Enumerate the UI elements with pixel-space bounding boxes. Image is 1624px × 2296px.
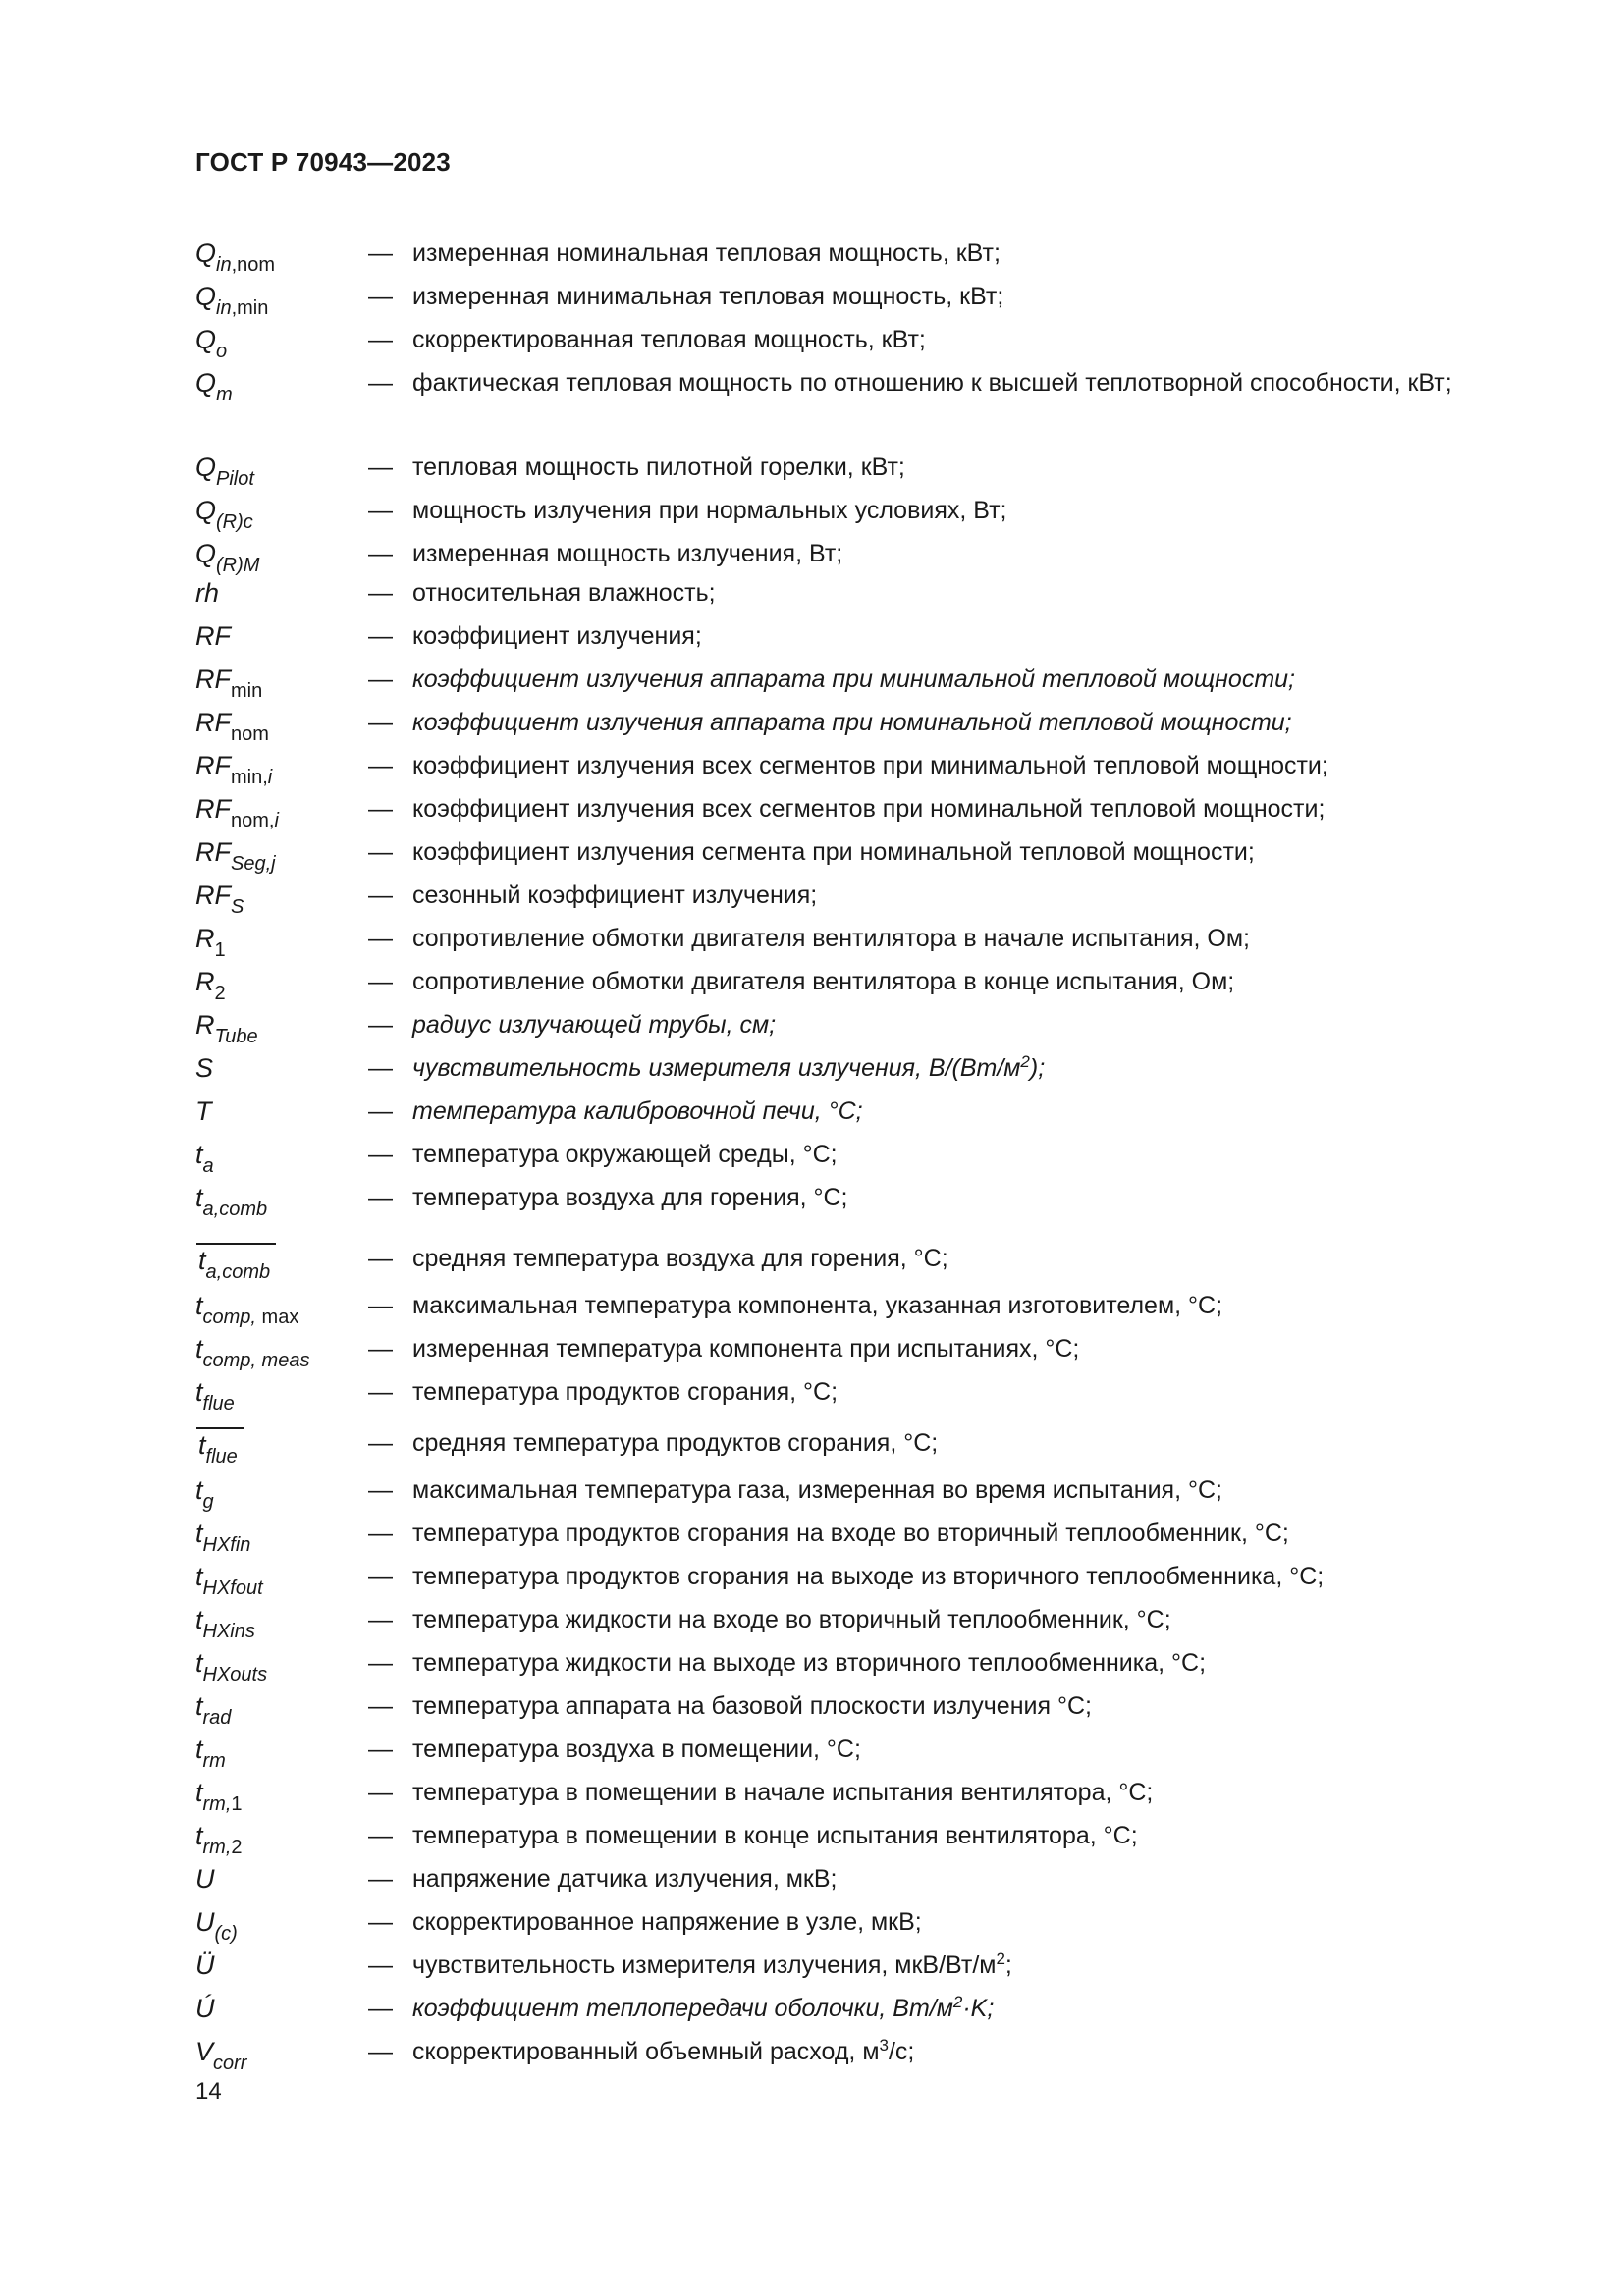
definition-main: коэффициент излучения;: [412, 622, 702, 650]
em-dash: —: [368, 1429, 393, 1457]
symbol-base: S: [195, 1053, 214, 1083]
subscript-italic: Seg,j: [231, 853, 276, 875]
subscript-upright: 2: [214, 983, 226, 1004]
definition-text: [412, 1949, 1532, 1981]
subscript-italic: HXfout: [202, 1577, 263, 1599]
definition-main: сопротивление обмотки двигателя вентилятора в конце испытания, Ом;: [412, 968, 1235, 995]
symbol-base: Q: [195, 539, 217, 568]
subscript-upright: max: [255, 1307, 299, 1328]
em-dash: —: [368, 2038, 393, 2065]
symbol-base: t: [195, 1562, 203, 1591]
definition-main: скорректированное напряжение в узле, мкВ;: [412, 1908, 922, 1936]
definition-text: [412, 1604, 1532, 1635]
symbol-subscript: [203, 1664, 268, 1685]
em-dash: —: [368, 925, 393, 952]
symbol: [195, 1290, 299, 1328]
definition-text: [412, 966, 1532, 997]
definition-main: температура продуктов сгорания, °С;: [412, 1378, 839, 1406]
symbol: [195, 495, 253, 533]
document-header: ГОСТ Р 70943—2023: [195, 147, 451, 177]
page-number: 14: [195, 2078, 222, 2105]
symbol-base: RF: [195, 881, 231, 910]
symbol: [195, 1604, 255, 1642]
symbol-base: t: [195, 1377, 203, 1407]
em-dash: —: [368, 1779, 393, 1806]
overline-mark: [196, 1243, 276, 1283]
definition-main: коэффициент излучения всех сегментов при номинальной тепловой мощности;: [412, 795, 1326, 823]
symbol: [195, 880, 244, 918]
definition-main: температура продуктов сгорания на входе во вторичный теплообменник, °С;: [412, 1520, 1289, 1547]
definition-main: температура аппарата на базовой плоскости излучения °С;: [412, 1692, 1092, 1720]
symbol-base: t: [195, 1605, 203, 1634]
subscript-italic: (R)c: [216, 511, 253, 533]
definition-main: скорректированная тепловая мощность, кВт;: [412, 326, 926, 353]
subscript-italic: o: [216, 341, 228, 362]
definition-main: температура жидкости на входе во вторичный теплообменник, °С;: [412, 1606, 1171, 1633]
definition-main: напряжение датчика излучения, мкВ;: [412, 1865, 838, 1893]
symbol-subscript: [203, 1350, 310, 1371]
subscript-upright: nom: [231, 723, 269, 745]
symbol: [195, 1734, 226, 1772]
em-dash: —: [368, 1822, 393, 1849]
definition-main: измеренная мощность излучения, Вт;: [412, 540, 843, 567]
definition-text: [412, 923, 1532, 954]
em-dash: —: [368, 622, 393, 650]
em-dash: —: [368, 1097, 393, 1125]
symbol: [195, 452, 254, 490]
subscript-upright: 1: [231, 1793, 243, 1815]
subscript-index: i: [274, 810, 279, 831]
em-dash: —: [368, 497, 393, 524]
em-dash: —: [368, 1378, 393, 1406]
definition-main: измеренная номинальная тепловая мощность, кВт;: [412, 240, 1001, 267]
symbol-subscript: [231, 723, 269, 745]
symbol-subscript: [203, 1393, 235, 1415]
symbol: [195, 1561, 263, 1599]
em-dash: —: [368, 283, 393, 310]
symbol: [195, 1820, 243, 1858]
em-dash: —: [368, 1054, 393, 1082]
symbol-subscript: [216, 341, 227, 362]
symbol-subscript: [231, 767, 272, 788]
subscript-italic: rad: [202, 1707, 232, 1729]
definition-text: [412, 1182, 1532, 1213]
symbol-subscript: [231, 680, 262, 702]
symbol-subscript: [203, 1491, 214, 1513]
definition-main: коэффициент излучения аппарата при минимальной тепловой мощности;: [412, 666, 1295, 693]
em-dash: —: [368, 1649, 393, 1677]
symbol: [195, 577, 219, 609]
definition-text: [412, 1993, 1532, 2024]
definition-main: температура в помещении в конце испытания вентилятора, °С;: [412, 1822, 1138, 1849]
definition-text: [412, 1427, 1532, 1459]
em-dash: —: [368, 240, 393, 267]
symbol: [195, 1139, 214, 1177]
definition-superscript: 2: [1020, 1052, 1030, 1071]
symbol-subscript: [215, 1923, 238, 1945]
definition-main: максимальная температура компонента, указанная изготовителем, °С;: [412, 1292, 1223, 1319]
symbol-subscript: [203, 1534, 251, 1556]
em-dash: —: [368, 1520, 393, 1547]
definition-main: температура окружающей среды, °С;: [412, 1141, 838, 1168]
subscript-italic: a: [202, 1155, 214, 1177]
subscript-italic: flue: [202, 1393, 235, 1415]
symbol: [195, 367, 233, 405]
symbol: [195, 238, 276, 276]
symbol-subscript: [216, 384, 233, 405]
subscript-italic: in: [216, 254, 232, 276]
definition-main: скорректированный объемный расход, м: [412, 2038, 880, 2065]
symbol: [195, 1518, 251, 1556]
symbol-base: R: [195, 924, 215, 953]
symbol: [195, 281, 269, 319]
symbol-base: t: [195, 1691, 203, 1721]
em-dash: —: [368, 326, 393, 353]
subscript-italic: HXfin: [202, 1534, 251, 1556]
symbol-subscript: [231, 810, 279, 831]
definition-main: температура калибровочной печи, °С;: [412, 1097, 863, 1125]
definition-main: сопротивление обмотки двигателя вентилятора в начале испытания, Ом;: [412, 925, 1250, 952]
subscript-italic: HXouts: [202, 1664, 268, 1685]
symbol-subscript: [206, 1261, 271, 1283]
definition-text: [412, 495, 1532, 526]
symbol-base: t: [195, 1821, 203, 1850]
symbol-base: t: [195, 1778, 203, 1807]
symbol-base: rh: [195, 578, 220, 608]
subscript-upright: min,: [231, 767, 268, 788]
em-dash: —: [368, 1995, 393, 2022]
definition-text: [412, 1333, 1532, 1364]
subscript-italic: rm,: [202, 1837, 232, 1858]
em-dash: —: [368, 795, 393, 823]
subscript-italic: (c): [214, 1923, 238, 1945]
definition-text: [412, 836, 1532, 868]
em-dash: —: [368, 1476, 393, 1504]
definition-text: [412, 1777, 1532, 1808]
symbol-base: R: [195, 967, 215, 996]
definition-main: температура продуктов сгорания на выходе из вторичного теплообменника, °С;: [412, 1563, 1325, 1590]
definition-text: [412, 1139, 1532, 1170]
symbol-subscript: [216, 555, 259, 576]
definition-text: [412, 1906, 1532, 1938]
em-dash: —: [368, 1245, 393, 1272]
symbol-subscript: [216, 254, 275, 276]
em-dash: —: [368, 1951, 393, 1979]
em-dash: —: [368, 1141, 393, 1168]
symbol: [195, 538, 260, 576]
symbol-base: V: [195, 2037, 214, 2066]
symbol-base: RF: [195, 837, 231, 867]
symbol: [195, 750, 273, 788]
subscript-upright: min: [231, 680, 263, 702]
em-dash: —: [368, 666, 393, 693]
symbol: [195, 1427, 244, 1468]
definition-tail: ;: [1004, 1951, 1012, 1979]
em-dash: —: [368, 1563, 393, 1590]
symbol-subscript: [203, 1577, 263, 1599]
symbol-subscript: [203, 1621, 255, 1642]
em-dash: —: [368, 579, 393, 607]
symbol-subscript: [206, 1446, 238, 1468]
definition-main: коэффициент теплопередачи оболочки, Вт/м: [412, 1995, 953, 2022]
subscript-upright: 2: [231, 1837, 243, 1858]
definition-main: чувствительность измерителя излучения, В/(Вт/м: [412, 1054, 1021, 1082]
definition-main: мощность излучения при нормальных условиях, Вт;: [412, 497, 1007, 524]
symbol-subscript: [203, 1750, 226, 1772]
em-dash: —: [368, 968, 393, 995]
definition-text: [412, 1243, 1532, 1274]
definition-text: [412, 1647, 1532, 1679]
subscript-upright: nom,: [231, 810, 275, 831]
definition-text: [412, 1095, 1532, 1127]
definition-text: [412, 1561, 1532, 1592]
symbol-base: Q: [195, 453, 217, 482]
definition-text: [412, 1009, 1532, 1041]
subscript-italic: g: [202, 1491, 214, 1513]
definition-superscript: 2: [952, 1993, 963, 2011]
em-dash: —: [368, 1865, 393, 1893]
symbol-base: U: [195, 1864, 215, 1894]
symbol-base: t: [195, 1519, 203, 1548]
em-dash: —: [368, 838, 393, 866]
symbol-base: T: [195, 1096, 212, 1126]
definition-text: [412, 2036, 1532, 2067]
definition-text: [412, 664, 1532, 695]
symbol-subscript: [203, 1155, 214, 1177]
subscript-italic: rm,: [202, 1793, 232, 1815]
subscript-italic: flue: [205, 1446, 238, 1468]
subscript-italic: m: [216, 384, 233, 405]
subscript-italic: HXins: [202, 1621, 255, 1642]
definition-text: [412, 1690, 1532, 1722]
symbol: [195, 966, 226, 1004]
symbol-subscript: [203, 1199, 268, 1220]
symbol-subscript: [231, 896, 244, 918]
em-dash: —: [368, 881, 393, 909]
definition-text: [412, 1290, 1532, 1321]
subscript-italic: in: [216, 297, 232, 319]
definition-text: [412, 1474, 1532, 1506]
symbol: [195, 1333, 310, 1371]
subscript-italic: Tube: [214, 1026, 258, 1047]
symbol-subscript: [231, 853, 276, 875]
definition-text: [412, 1820, 1532, 1851]
symbol-base: Q: [195, 239, 217, 268]
subscript-italic: S: [231, 896, 244, 918]
subscript-italic: a,comb: [202, 1199, 268, 1220]
subscript-upright: 1: [214, 939, 226, 961]
definition-tail: /с;: [888, 2038, 915, 2065]
symbol-subscript: [213, 2053, 246, 2074]
subscript-index: i: [267, 767, 273, 788]
subscript-upright: ,min: [231, 297, 269, 319]
em-dash: —: [368, 1335, 393, 1362]
symbol-base: U: [195, 1907, 215, 1937]
definition-text: [412, 1518, 1532, 1549]
subscript-upright: ,nom: [231, 254, 276, 276]
em-dash: —: [368, 709, 393, 736]
definition-main: тепловая мощность пилотной горелки, кВт;: [412, 454, 905, 481]
definition-text: [412, 577, 1532, 609]
definition-text: [412, 281, 1532, 312]
subscript-italic: a,comb: [205, 1261, 271, 1283]
subscript-italic: Pilot: [216, 468, 254, 490]
symbol-base: RF: [195, 665, 231, 694]
symbol: [195, 1949, 215, 1981]
definition-text: [412, 1734, 1532, 1765]
symbol: [195, 664, 263, 702]
symbol: [195, 836, 276, 875]
symbol: [195, 1647, 268, 1685]
definition-main: измеренная температура компонента при испытаниях, °С;: [412, 1335, 1080, 1362]
em-dash: —: [368, 752, 393, 779]
symbol-subscript: [215, 1026, 258, 1047]
symbol-base: RF: [195, 794, 231, 824]
symbol-subscript: [203, 1307, 299, 1328]
symbol-base: Ú: [195, 1994, 215, 2023]
em-dash: —: [368, 1908, 393, 1936]
symbol-subscript: [203, 1707, 232, 1729]
symbol-base: t: [195, 1140, 203, 1169]
symbol: [195, 1690, 232, 1729]
symbol: [195, 1052, 213, 1084]
symbol-subscript: [203, 1793, 243, 1815]
symbol: [195, 1243, 276, 1283]
subscript-italic: corr: [213, 2053, 247, 2074]
symbol: [195, 2036, 247, 2074]
symbol-base: Ü: [195, 1950, 215, 1980]
em-dash: —: [368, 454, 393, 481]
definition-main: коэффициент излучения сегмента при номинальной тепловой мощности;: [412, 838, 1255, 866]
symbol-base: Q: [195, 368, 217, 398]
definition-main: температура воздуха для горения, °С;: [412, 1184, 848, 1211]
overline-mark: [196, 1427, 244, 1468]
symbol-base: t: [198, 1430, 206, 1460]
symbol-subscript: [216, 468, 254, 490]
definition-main: средняя температура воздуха для горения, °С;: [412, 1245, 948, 1272]
definition-main: измеренная минимальная тепловая мощность, кВт;: [412, 283, 1004, 310]
em-dash: —: [368, 1692, 393, 1720]
definition-main: температура в помещении в начале испытания вентилятора, °С;: [412, 1779, 1154, 1806]
symbol-base: Q: [195, 325, 217, 354]
symbol-base: t: [195, 1475, 203, 1505]
symbol: [195, 1906, 238, 1945]
definition-text: [412, 880, 1532, 911]
symbol: [195, 1993, 215, 2024]
definition-text: [412, 793, 1532, 825]
definition-text: [412, 452, 1532, 483]
definition-text: [412, 1863, 1532, 1895]
definition-main: относительная влажность;: [412, 579, 716, 607]
definition-superscript: 2: [996, 1949, 1005, 1968]
definition-main: температура воздуха в помещении, °С;: [412, 1735, 861, 1763]
subscript-italic: rm: [202, 1750, 226, 1772]
definition-text: [412, 1376, 1532, 1408]
symbol: [195, 793, 279, 831]
symbol: [195, 1376, 235, 1415]
symbol: [195, 1182, 268, 1220]
symbol-base: t: [195, 1334, 203, 1363]
definition-main: сезонный коэффициент излучения;: [412, 881, 818, 909]
symbol: [195, 707, 269, 745]
symbol-base: R: [195, 1010, 215, 1040]
symbol-base: t: [195, 1291, 203, 1320]
definition-main: фактическая тепловая мощность по отношению к высшей теплотворной способности, кВт;: [412, 369, 1452, 397]
symbol-base: Q: [195, 282, 217, 311]
em-dash: —: [368, 1292, 393, 1319]
symbol: [195, 324, 228, 362]
symbol-base: Q: [195, 496, 217, 525]
definition-text: [412, 538, 1532, 569]
symbol-subscript: [216, 511, 253, 533]
definition-tail: ·K;: [962, 1995, 995, 2022]
em-dash: —: [368, 369, 393, 397]
definition-text: [412, 620, 1532, 652]
definition-main: коэффициент излучения всех сегментов при минимальной тепловой мощности;: [412, 752, 1328, 779]
definition-text: [412, 367, 1532, 399]
symbol-subscript: [215, 983, 226, 1004]
definition-text: [412, 750, 1532, 781]
definition-superscript: 3: [879, 2036, 889, 2055]
symbol: [195, 923, 226, 961]
definition-main: радиус излучающей трубы, см;: [412, 1011, 777, 1039]
definition-text: [412, 1052, 1532, 1084]
em-dash: —: [368, 540, 393, 567]
symbol: [195, 1474, 214, 1513]
definition-text: [412, 707, 1532, 738]
symbol: [195, 1863, 215, 1895]
symbol-base: RF: [195, 621, 231, 651]
symbol: [195, 1095, 212, 1127]
symbol: [195, 1009, 258, 1047]
definition-main: максимальная температура газа, измеренная во время испытания, °С;: [412, 1476, 1222, 1504]
symbol: [195, 1777, 243, 1815]
symbol-base: t: [198, 1246, 206, 1275]
symbol: [195, 620, 231, 652]
em-dash: —: [368, 1735, 393, 1763]
em-dash: —: [368, 1606, 393, 1633]
definition-main: средняя температура продуктов сгорания, °С;: [412, 1429, 939, 1457]
definition-main: коэффициент излучения аппарата при номинальной тепловой мощности;: [412, 709, 1292, 736]
definition-text: [412, 238, 1532, 269]
definition-main: чувствительность измерителя излучения, мкВ/Вт/м: [412, 1951, 997, 1979]
symbol-base: RF: [195, 708, 231, 737]
definition-tail: );: [1029, 1054, 1046, 1082]
definition-main: температура жидкости на выходе из вторичного теплообменника, °С;: [412, 1649, 1207, 1677]
em-dash: —: [368, 1184, 393, 1211]
em-dash: —: [368, 1011, 393, 1039]
definition-text: [412, 324, 1532, 355]
symbol-base: RF: [195, 751, 231, 780]
symbol-base: t: [195, 1183, 203, 1212]
symbol-base: t: [195, 1735, 203, 1764]
subscript-italic: comp,: [202, 1307, 256, 1328]
symbol-base: t: [195, 1648, 203, 1678]
symbol-subscript: [215, 939, 226, 961]
symbol-subscript: [216, 297, 268, 319]
subscript-italic: (R)M: [216, 555, 260, 576]
symbol-subscript: [203, 1837, 243, 1858]
subscript-italic: comp, meas: [202, 1350, 310, 1371]
